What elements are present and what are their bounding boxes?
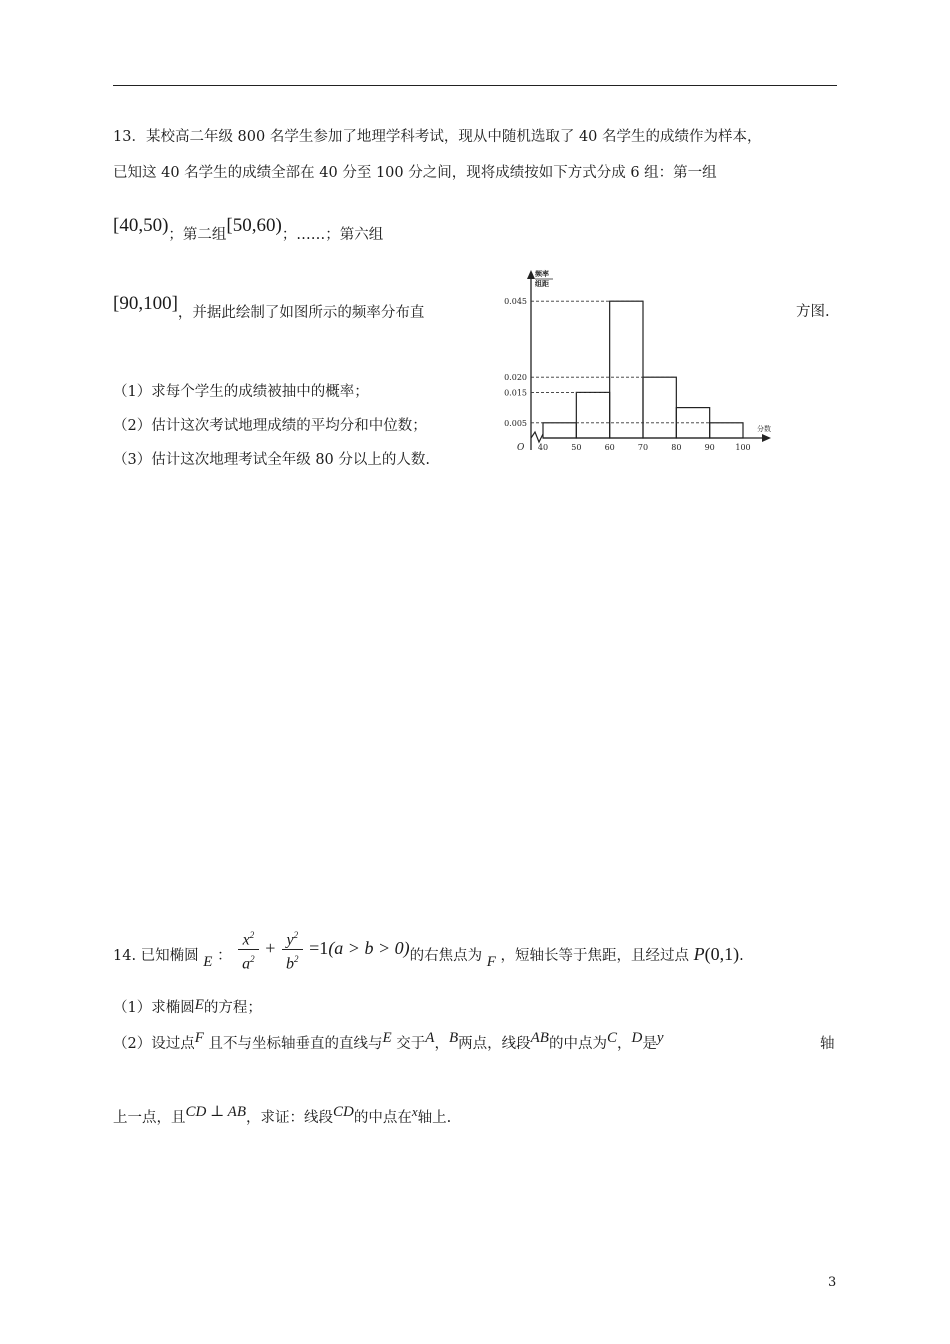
header-rule <box>113 85 837 86</box>
q14-sub1: （1）求椭圆E的方程； <box>113 997 262 1016</box>
ellipse-name: E <box>194 997 204 1013</box>
y-tick-label: 0.020 <box>504 373 527 383</box>
x-axis-arrow <box>762 434 771 442</box>
q13-line4-text: ，并据此绘制了如图所示的频率分布直 <box>177 305 425 321</box>
q13-line1: 13．某校高二年级 800 名学生参加了地理学科考试，现从中随机选取了 40 名学生的成绩作为样本， <box>113 129 762 145</box>
y-axis-arrow <box>527 270 535 279</box>
histogram-bar <box>543 423 576 438</box>
y-tick-label: 0.045 <box>504 297 527 307</box>
y-tick-label: 0.015 <box>504 388 527 398</box>
q13-sep1: ；第二组 <box>168 227 227 243</box>
q14-dot: . <box>739 947 744 964</box>
fraction-x2-a2 <box>238 926 259 974</box>
x-tick-label: 80 <box>671 443 682 452</box>
fraction-numerator: $x^2$ <box>242 930 255 949</box>
x-tick-label: 60 <box>604 443 615 452</box>
x-tick-label: 100 <box>735 443 751 452</box>
ellipse-condition: (a > b > 0) <box>328 937 410 958</box>
interval-group6: [90,100] <box>113 293 178 314</box>
point-P-coord: (0,1) <box>704 943 740 964</box>
q13-sub2: （2）估计这次考试地理成绩的平均分和中位数； <box>113 418 427 434</box>
histogram-bar <box>710 423 743 438</box>
plus-sign: + <box>265 937 276 958</box>
q13-sep2: ；……；第六组 <box>281 227 384 243</box>
ellipse-name: E <box>203 953 213 970</box>
fraction-denominator: $b^2$ <box>286 954 299 973</box>
q13-line4-end: 方图. <box>796 304 830 320</box>
q14-line1 <box>113 932 744 972</box>
origin-label: O <box>517 443 525 453</box>
x-tick-label: 90 <box>704 443 715 452</box>
histogram-bar <box>576 392 609 438</box>
q14-line3: 上一点，且CD ⊥ AB，求证：线段CD的中点在x轴上. <box>113 1104 452 1126</box>
x-tick-label: 50 <box>571 443 582 452</box>
q14-sub2: （2）设过点F 且不与坐标轴垂直的直线与E 交于A，B两点，线段AB的中点为C，D是y <box>113 1030 664 1052</box>
fraction-denominator: $a^2$ <box>242 954 255 973</box>
histogram-bar <box>610 301 643 438</box>
x-tick-label: 40 <box>537 443 549 452</box>
x-axis-break <box>531 432 543 442</box>
page-number: 3 <box>828 1275 837 1290</box>
q13-sub1: （1）求每个学生的成绩被抽中的概率； <box>113 384 369 400</box>
y-label-top: 频率 <box>535 269 549 278</box>
focus-F: F <box>486 953 496 970</box>
histogram-bar <box>643 377 676 438</box>
y-tick-label: 0.005 <box>504 418 527 428</box>
fraction-numerator: $y^2$ <box>286 930 299 949</box>
q14-sub2-end: 轴 <box>820 1036 835 1052</box>
interval-group2: [50,60) <box>226 215 282 236</box>
x-tick-label: 70 <box>637 443 649 452</box>
y-label-bottom: 组距 <box>535 279 549 288</box>
q13-line4 <box>113 293 425 323</box>
fraction-y2-b2 <box>282 926 303 974</box>
q13-line2: 已知这 40 名学生的成绩全部在 40 分至 100 分之间，现将成绩按如下方式分成 6 组：第一组 <box>113 165 717 181</box>
q14-t1: 的右焦点为 <box>409 947 483 964</box>
q14-t2: ，短轴长等于焦距，且经过点 <box>500 947 689 964</box>
q13-sub3: （3）估计这次地理考试全年级 80 分以上的人数. <box>113 452 431 468</box>
frequency-histogram <box>495 262 795 462</box>
q14-prefix: 14. 已知椭圆 <box>113 947 199 964</box>
point-P: P <box>693 943 705 964</box>
equals-one: =1 <box>309 937 329 958</box>
interval-group1: [40,50) <box>113 215 169 236</box>
q13-line3 <box>113 215 384 245</box>
x-axis-label: 分数 <box>757 425 771 433</box>
q14-colon: ： <box>217 947 232 964</box>
